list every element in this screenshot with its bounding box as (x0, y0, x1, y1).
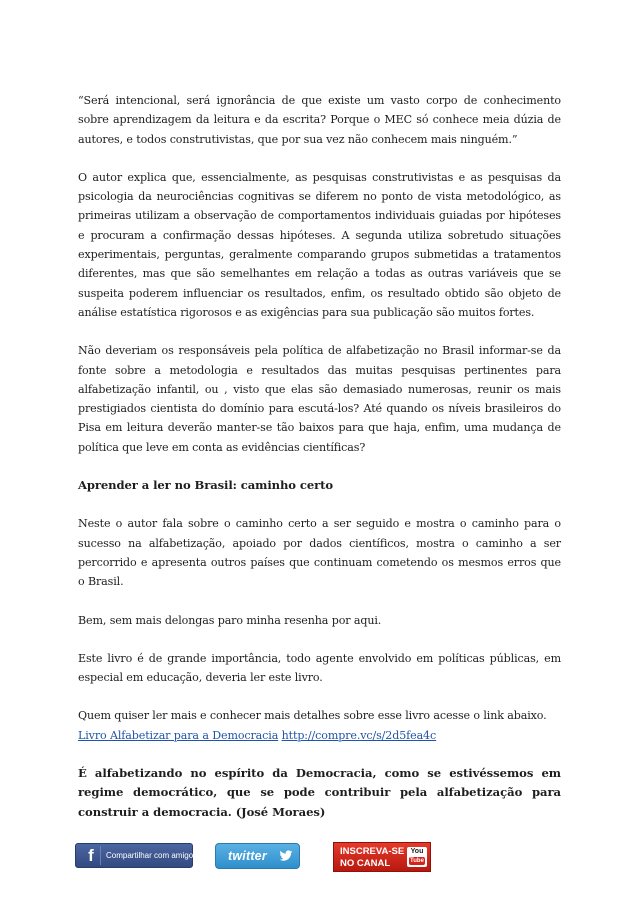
paragraph-right-path: Neste o autor fala sobre o caminho certo a ser seguido e mostra o caminho para o sucesso na alfabetização, apoiado por dados científicos, mostra o caminho a ser percorrido e apresenta outros países que continuam cometendo os mesmos erros que o Brasil. (78, 517, 561, 589)
facebook-share-button[interactable] (75, 843, 198, 868)
document-body (78, 91, 561, 822)
book-url-link[interactable]: http://compre.vc/s/2d5fea4c (281, 728, 437, 742)
share-bar (0, 842, 638, 872)
paragraph-policy-question: Não deveriam os responsáveis pela política de alfabetização no Brasil informar-se da fonte sobre a metodologia e resultados das muitas pesquisas pertinentes para alfabetização infantil, ou , visto que elas são demasiado numerosas, reunir os mais prestigiados cientista do domínio para escutá-los? Até quando os níveis brasileiros do Pisa em leitura deverão manter-se tão baixos para que haja, enfim, uma mudança de política que leve em conta as evidências científicas? (78, 344, 561, 454)
facebook-share-label: Compartilhar com amigos (106, 851, 198, 860)
youtube-logo-tube: Tube (410, 858, 424, 864)
youtube-logo-icon (407, 847, 427, 867)
paragraph-importance: Este livro é de grande importância, todo agente envolvido em políticas públicas, em especial em educação, deveria ler este livro. (78, 651, 561, 685)
paragraph-methodology: O autor explica que, essencialmente, as pesquisas construtivistas e as pesquisas da psicologia da neurociências cognitivas se diferem no ponto de vista metodológico, as primeiras utilizam a observação de comportamentos individuais guiadas por hipóteses e procuram a confirmação dessas hipóteses. A segunda utiliza sobretudo situações experimentais, perguntas, geralmente comparando grupos submetidas a tratamentos diferentes, mas que são semelhantes em relação a todas as outras variáveis que se suspeita poderem influenciar os resultados, enfim, os resultado obtido são objeto de análise estatística rigorosos e as exigências para sua publicação são muitos fortes. (78, 170, 561, 319)
youtube-logo-you: You (410, 848, 424, 855)
paragraph-closing-review: Bem, sem mais delongas paro minha resenha por aqui. (78, 613, 382, 627)
paragraph-read-more: Quem quiser ler mais e conhecer mais detalhes sobre esse livro acesse o link abaixo. (78, 709, 547, 723)
book-title-link[interactable]: Livro Alfabetizar para a Democracia (78, 728, 279, 742)
youtube-subscribe-button[interactable] (333, 842, 431, 872)
facebook-icon: f (82, 846, 101, 865)
section-heading: Aprender a ler no Brasil: caminho certo (78, 478, 333, 493)
twitter-bird-icon (279, 849, 293, 863)
opening-quote: “Será intencional, será ignorância de que existe um vasto corpo de conhecimento sobre aprendizagem da leitura e da escrita? Porque o MEC só conhece meia dúzia de autores, e todos construtivistas, que por sua vez não conhecem mais ninguém.” (78, 94, 561, 146)
link-line (78, 726, 561, 745)
subscribe-label: INSCREVA-SE (340, 846, 405, 857)
channel-label: NO CANAL (340, 858, 391, 869)
twitter-button[interactable] (215, 843, 300, 869)
conclusion-quote: É alfabetizando no espírito da Democracia, como se estivéssemos em regime democrático, que se pode contribuir pela alfabetização para construir a democracia. (José Moraes) (78, 766, 561, 819)
twitter-label: twitter (228, 849, 267, 863)
